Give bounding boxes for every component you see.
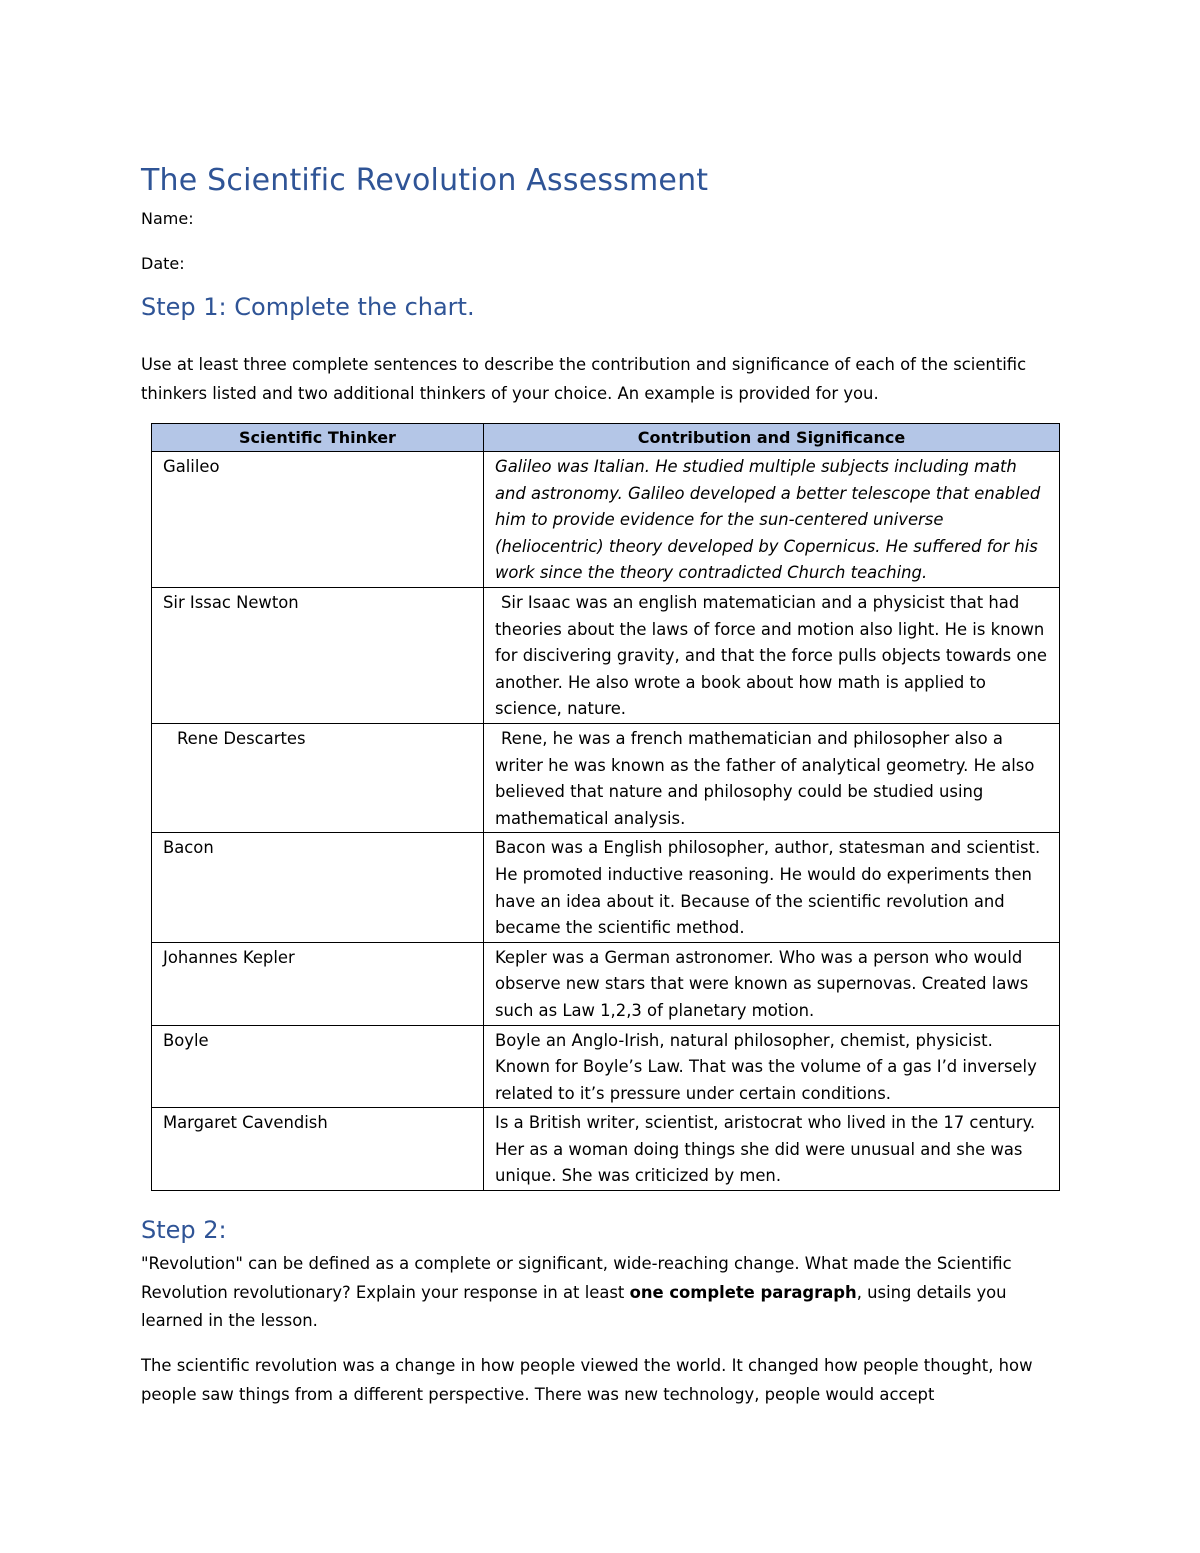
header-thinker: Scientific Thinker xyxy=(152,424,484,452)
table-row xyxy=(152,1108,1060,1191)
contribution-cell: Kepler was a German astronomer. Who was a person who would observe new stars that were known as supernovas. Created laws such as Law 1,2,3 of planetary motion. xyxy=(484,942,1060,1025)
thinker-cell: Margaret Cavendish xyxy=(152,1108,484,1191)
contribution-cell: Is a British writer, scientist, aristocrat who lived in the 17 century. Her as a woman doing things she did were unusual and she was unique. She was criticized by men. xyxy=(484,1108,1060,1191)
thinker-cell: Boyle xyxy=(152,1025,484,1108)
step2-heading: Step 2: xyxy=(141,1216,227,1244)
thinker-cell: Sir Issac Newton xyxy=(152,588,484,724)
step2-prompt-text: "Revolution" can be defined as a complete or significant, wide-reaching change. What made the Scientific Revolution revolutionary? Explain your response in at least xyxy=(141,1254,1012,1302)
date-label: Date: xyxy=(141,254,185,273)
table-row xyxy=(152,723,1060,832)
table-row xyxy=(152,942,1060,1025)
step2-prompt-text-end: , using details you learned in the lesson. xyxy=(141,1282,1007,1330)
table-row xyxy=(152,1025,1060,1108)
thinker-cell: Bacon xyxy=(152,833,484,942)
step2-prompt xyxy=(141,1250,1061,1336)
contribution-cell: Sir Isaac was an english matematician and a physicist that had theories about the laws of force and motion also light. He is known for discivering gravity, and that the force pulls objects towards one another. He also wrote a book about how math is applied to science, nature. xyxy=(484,588,1060,724)
header-contribution: Contribution and Significance xyxy=(484,424,1060,452)
step2-answer: The scientific revolution was a change in how people viewed the world. It changed how people thought, how people saw things from a different perspective. There was new technology, people would accept xyxy=(141,1356,1033,1404)
name-label: Name: xyxy=(141,209,194,228)
table-row xyxy=(152,588,1060,724)
thinkers-table xyxy=(151,423,1060,1191)
thinker-cell: Rene Descartes xyxy=(152,723,484,832)
step2-prompt-bold: one complete paragraph xyxy=(629,1282,857,1302)
table-row xyxy=(152,452,1060,588)
contribution-cell: Bacon was a English philosopher, author, statesman and scientist. He promoted inductive reasoning. He would do experiments then have an idea about it. Because of the scientific revolution and became the scientific method. xyxy=(484,833,1060,942)
contribution-cell: Galileo was Italian. He studied multiple subjects including math and astronomy. Galileo developed a better telescope that enabled him to provide evidence for the sun-centered universe (heliocentric) theory developed by Copernicus. He suffered for his work since the theory contradicted Church teaching. xyxy=(484,452,1060,588)
contribution-cell: Rene, he was a french mathematician and philosopher also a writer he was known as the father of analytical geometry. He also believed that nature and philosophy could be studied using mathematical analysis. xyxy=(484,723,1060,832)
document-title: The Scientific Revolution Assessment xyxy=(141,163,709,198)
thinker-cell: Galileo xyxy=(152,452,484,588)
step1-instructions: Use at least three complete sentences to describe the contribution and significance of each of the scientific thinkers listed and two additional thinkers of your choice. An example is provided for you. xyxy=(141,355,1027,403)
table-header-row xyxy=(152,424,1060,452)
table-row xyxy=(152,833,1060,942)
step1-heading: Step 1: Complete the chart. xyxy=(141,293,475,321)
thinker-cell: Johannes Kepler xyxy=(152,942,484,1025)
contribution-cell: Boyle an Anglo-Irish, natural philosopher, chemist, physicist. Known for Boyle’s Law. That was the volume of a gas I’d inversely related to it’s pressure under certain conditions. xyxy=(484,1025,1060,1108)
